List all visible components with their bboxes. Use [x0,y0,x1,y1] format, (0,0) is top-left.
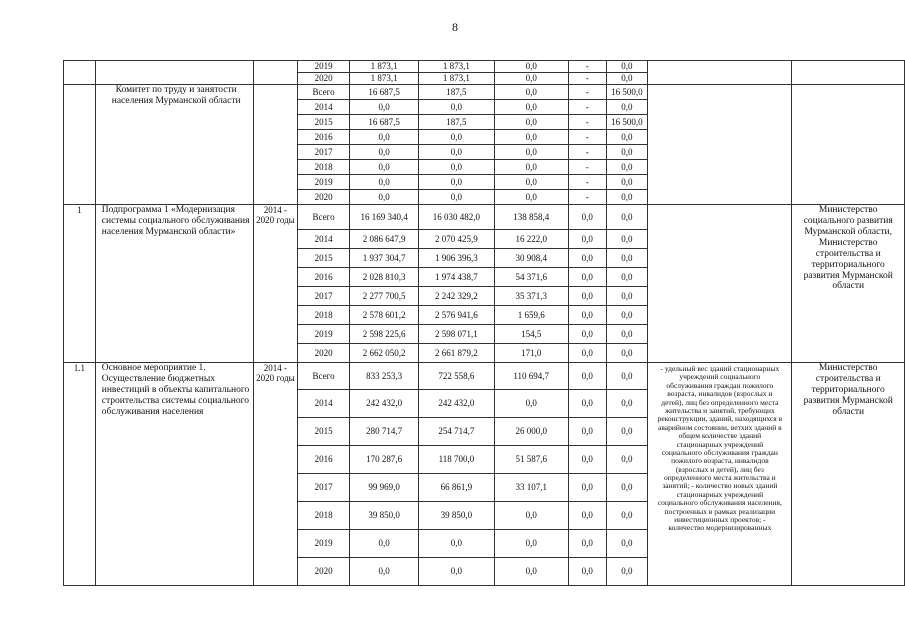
local-cell: 0,0 [568,390,606,418]
local-cell: 0,0 [568,446,606,474]
row-name: Основное мероприятие 1. Осуществление бюджетных инвестиций в объекты капитального строительства системы социального обслуживания населения [95,363,253,586]
indicators-cell [648,205,792,363]
row-period: 2014 - 2020 годы [253,363,298,586]
regional-cell: 138 858,4 [494,205,568,230]
other-cell: 16 500,0 [606,85,648,100]
regional-cell: 33 107,1 [494,474,568,502]
regional-cell: 0,0 [494,61,568,73]
year-cell: 2017 [298,474,350,502]
regional-cell: 0,0 [494,390,568,418]
federal-cell: 1 873,1 [419,73,494,85]
other-cell: 0,0 [606,190,648,205]
local-cell: 0,0 [568,363,606,390]
federal-cell: 0,0 [419,130,494,145]
federal-cell: 2 661 879,2 [419,344,494,363]
local-cell: 0,0 [568,530,606,558]
row-number: 1 [64,205,96,363]
total-cell: 16 687,5 [349,115,418,130]
regional-cell: 154,5 [494,325,568,344]
other-cell: 16 500,0 [606,115,648,130]
regional-cell: 171,0 [494,344,568,363]
other-cell: 0,0 [606,363,648,390]
year-cell: Всего [298,85,350,100]
local-cell: - [568,61,606,73]
executors-cell [792,85,905,205]
other-cell: 0,0 [606,61,648,73]
year-cell: 2014 [298,390,350,418]
regional-cell: 0,0 [494,558,568,586]
federal-cell: 0,0 [419,558,494,586]
year-cell: 2015 [298,418,350,446]
total-cell: 1 873,1 [349,61,418,73]
other-cell: 0,0 [606,344,648,363]
federal-cell: 2 598 071,1 [419,325,494,344]
total-cell: 0,0 [349,530,418,558]
regional-cell: 0,0 [494,73,568,85]
federal-cell: 187,5 [419,115,494,130]
federal-cell: 16 030 482,0 [419,205,494,230]
federal-cell: 2 070 425,9 [419,230,494,249]
row-number: 1.1 [64,363,96,586]
total-cell: 0,0 [349,190,418,205]
year-cell: Всего [298,205,350,230]
total-cell: 280 714,7 [349,418,418,446]
other-cell: 0,0 [606,530,648,558]
local-cell: 0,0 [568,230,606,249]
year-cell: 2014 [298,230,350,249]
other-cell: 0,0 [606,268,648,287]
year-cell: 2014 [298,100,350,115]
table-row [64,85,905,100]
year-cell: 2019 [298,530,350,558]
local-cell: - [568,175,606,190]
federal-cell: 2 242 329,2 [419,287,494,306]
regional-cell: 30 908,4 [494,249,568,268]
other-cell: 0,0 [606,130,648,145]
year-cell: 2017 [298,145,350,160]
regional-cell: 0,0 [494,190,568,205]
total-cell: 0,0 [349,175,418,190]
other-cell: 0,0 [606,502,648,530]
local-cell: 0,0 [568,306,606,325]
total-cell: 2 598 225,6 [349,325,418,344]
local-cell: 0,0 [568,344,606,363]
year-cell: 2018 [298,502,350,530]
row-number [64,61,96,85]
total-cell: 16 169 340,4 [349,205,418,230]
local-cell: 0,0 [568,325,606,344]
table-row [64,363,905,390]
year-cell: 2018 [298,306,350,325]
year-cell: 2020 [298,344,350,363]
regional-cell: 16 222,0 [494,230,568,249]
federal-cell: 0,0 [419,190,494,205]
federal-cell: 242 432,0 [419,390,494,418]
executors-cell: Министерство социального развития Мурманской области, Министерство строительства и территориального развития Мурманской области [792,205,905,363]
local-cell: - [568,115,606,130]
other-cell: 0,0 [606,230,648,249]
local-cell: 0,0 [568,205,606,230]
federal-cell: 0,0 [419,145,494,160]
other-cell: 0,0 [606,175,648,190]
local-cell: - [568,85,606,100]
indicators-cell [648,61,792,85]
local-cell: 0,0 [568,502,606,530]
year-cell: 2020 [298,190,350,205]
other-cell: 0,0 [606,558,648,586]
total-cell: 0,0 [349,145,418,160]
local-cell: - [568,190,606,205]
year-cell: 2016 [298,446,350,474]
total-cell: 2 578 601,2 [349,306,418,325]
table-row [64,205,905,230]
federal-cell: 39 850,0 [419,502,494,530]
other-cell: 0,0 [606,100,648,115]
total-cell: 0,0 [349,130,418,145]
local-cell: 0,0 [568,558,606,586]
federal-cell: 0,0 [419,160,494,175]
total-cell: 170 287,6 [349,446,418,474]
regional-cell: 0,0 [494,502,568,530]
table-row [64,61,905,73]
federal-cell: 0,0 [419,175,494,190]
year-cell: 2020 [298,73,350,85]
regional-cell: 26 000,0 [494,418,568,446]
other-cell: 0,0 [606,418,648,446]
year-cell: 2020 [298,558,350,586]
year-cell: 2015 [298,249,350,268]
federal-cell: 0,0 [419,530,494,558]
year-cell: 2018 [298,160,350,175]
other-cell: 0,0 [606,287,648,306]
executors-cell: Министерство строительства и территориального развития Мурманской области [792,363,905,586]
year-cell: Всего [298,363,350,390]
year-cell: 2015 [298,115,350,130]
year-cell: 2016 [298,268,350,287]
regional-cell: 0,0 [494,175,568,190]
year-cell: 2019 [298,325,350,344]
row-period [253,85,298,205]
other-cell: 0,0 [606,73,648,85]
other-cell: 0,0 [606,390,648,418]
federal-cell: 1 974 438,7 [419,268,494,287]
local-cell: 0,0 [568,287,606,306]
regional-cell: 0,0 [494,115,568,130]
other-cell: 0,0 [606,474,648,502]
total-cell: 2 277 700,5 [349,287,418,306]
local-cell: - [568,73,606,85]
other-cell: 0,0 [606,160,648,175]
total-cell: 99 969,0 [349,474,418,502]
local-cell: 0,0 [568,418,606,446]
total-cell: 0,0 [349,558,418,586]
federal-cell: 1 906 396,3 [419,249,494,268]
local-cell: 0,0 [568,268,606,287]
regional-cell: 0,0 [494,130,568,145]
row-name: Комитет по труду и занятости населения Мурманской области [95,85,253,205]
federal-cell: 0,0 [419,100,494,115]
other-cell: 0,0 [606,249,648,268]
budget-table [63,60,905,586]
regional-cell: 0,0 [494,85,568,100]
row-number [64,85,96,205]
row-name [95,61,253,85]
local-cell: - [568,145,606,160]
regional-cell: 35 371,3 [494,287,568,306]
federal-cell: 254 714,7 [419,418,494,446]
regional-cell: 1 659,6 [494,306,568,325]
total-cell: 2 662 050,2 [349,344,418,363]
other-cell: 0,0 [606,205,648,230]
federal-cell: 187,5 [419,85,494,100]
local-cell: 0,0 [568,249,606,268]
row-period: 2014 - 2020 годы [253,205,298,363]
other-cell: 0,0 [606,325,648,344]
regional-cell: 0,0 [494,145,568,160]
page-number: 8 [452,20,458,34]
regional-cell: 54 371,6 [494,268,568,287]
local-cell: - [568,100,606,115]
regional-cell: 0,0 [494,530,568,558]
federal-cell: 66 861,9 [419,474,494,502]
indicators-cell [648,85,792,205]
year-cell: 2017 [298,287,350,306]
year-cell: 2019 [298,175,350,190]
row-period [253,61,298,85]
regional-cell: 0,0 [494,100,568,115]
other-cell: 0,0 [606,446,648,474]
other-cell: 0,0 [606,306,648,325]
federal-cell: 2 576 941,6 [419,306,494,325]
local-cell: - [568,130,606,145]
total-cell: 242 432,0 [349,390,418,418]
indicators-cell: - удельный вес зданий стационарных учреждений социального обслуживания граждан пожилого возраста, инвалидов (взрослых и детей), лиц без определенного места жительства и занятий, требующих реконструкции, зданий, находящихся в аварийном состоянии, ветхих зданий в общем количестве зданий стационарных учреждений социального обслуживания граждан пожилого возраста, инвалидов (взрослых и детей), лиц без определенного места жительства и занятий; - количество новых зданий стационарных учреждений социального обслуживания населения, построенных в рамках реализации инвестиционных проектов; - количество модернизированных [648,363,792,586]
total-cell: 1 873,1 [349,73,418,85]
local-cell: 0,0 [568,474,606,502]
total-cell: 2 086 647,9 [349,230,418,249]
total-cell: 39 850,0 [349,502,418,530]
total-cell: 0,0 [349,160,418,175]
federal-cell: 722 558,6 [419,363,494,390]
total-cell: 16 687,5 [349,85,418,100]
row-name: Подпрограмма 1 «Модернизация системы социального обслуживания населения Мурманской области» [95,205,253,363]
local-cell: - [568,160,606,175]
total-cell: 2 028 810,3 [349,268,418,287]
regional-cell: 110 694,7 [494,363,568,390]
other-cell: 0,0 [606,145,648,160]
regional-cell: 0,0 [494,160,568,175]
total-cell: 1 937 304,7 [349,249,418,268]
executors-cell [792,61,905,85]
regional-cell: 51 587,6 [494,446,568,474]
federal-cell: 1 873,1 [419,61,494,73]
year-cell: 2016 [298,130,350,145]
year-cell: 2019 [298,61,350,73]
total-cell: 0,0 [349,100,418,115]
total-cell: 833 253,3 [349,363,418,390]
federal-cell: 118 700,0 [419,446,494,474]
